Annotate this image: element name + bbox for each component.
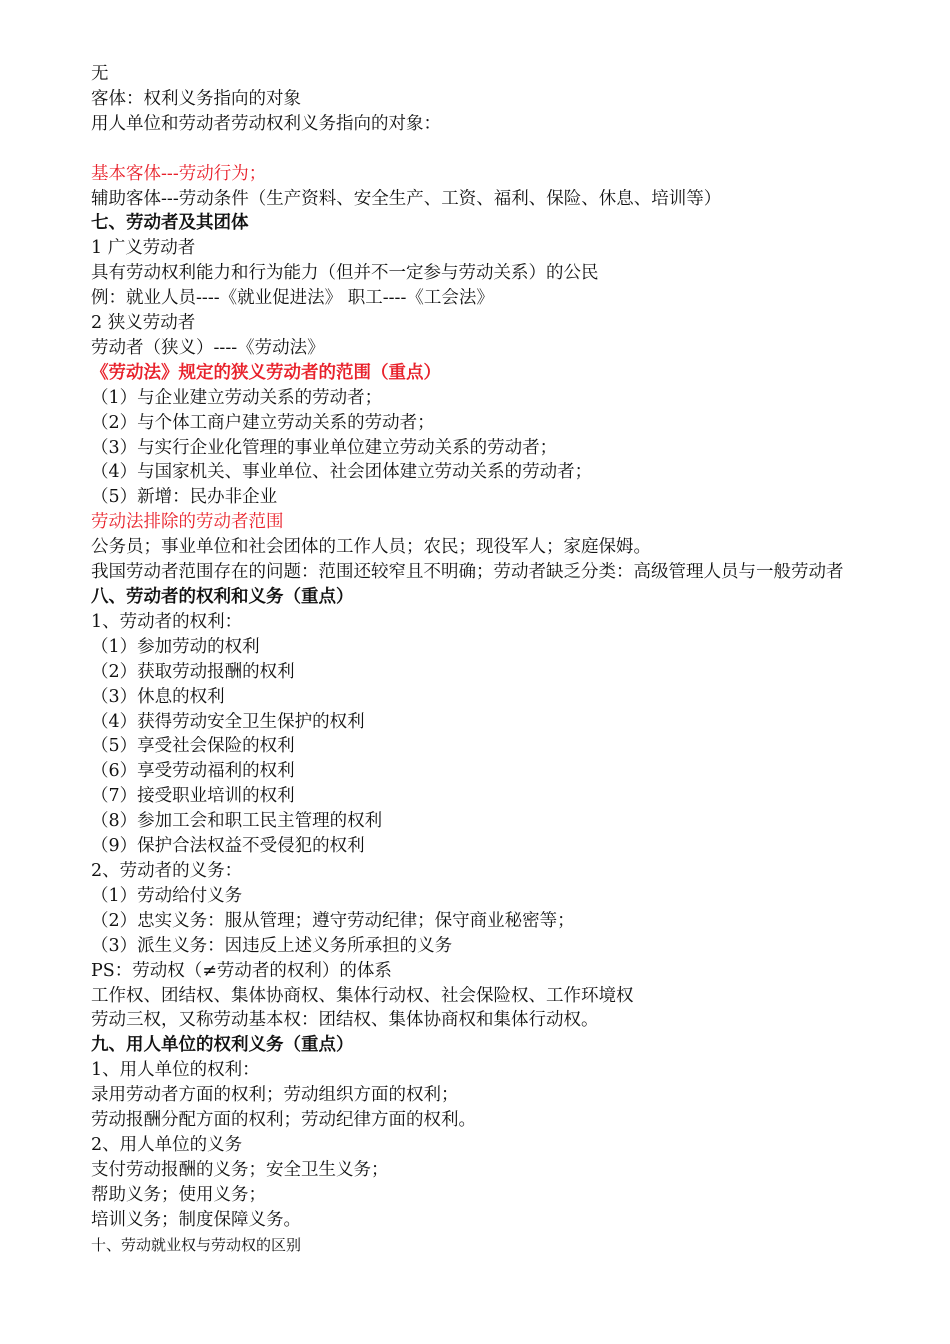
highlighted-line: 劳动法排除的劳动者范围 [91,512,284,533]
text-line: PS：劳动权（≠劳动者的权利）的体系 [91,960,392,981]
text-line: 录用劳动者方面的权利；劳动组织方面的权利； [91,1085,459,1106]
text-line: 十、劳动就业权与劳动权的区别 [91,1235,302,1254]
text-line: 客体：权利义务指向的对象 [91,88,301,109]
section-heading: 七、劳动者及其团体 [91,213,249,234]
text-line: 1、劳动者的权利： [91,611,243,632]
document-page [91,62,891,1257]
text-line: （5）新增：民办非企业 [91,487,278,508]
text-line: （9）保护合法权益不受侵犯的权利 [91,836,365,857]
text-line: 帮助义务；使用义务； [91,1184,266,1205]
section-heading: 《劳动法》规定的狭义劳动者的范围（重点） [91,362,441,383]
text-line: （3）派生义务：因违反上述义务所承担的义务 [91,935,453,956]
blank-line [91,137,891,162]
text-line: 1 广义劳动者 [91,238,196,259]
text-line: 无 [91,64,109,84]
text-line: （7）接受职业培训的权利 [91,786,295,807]
text-line: （1）与企业建立劳动关系的劳动者； [91,387,383,408]
text-line: 例：就业人员----《就业促进法》 职工----《工会法》 [91,288,494,309]
text-line: 2、劳动者的义务： [91,860,243,881]
text-line: 公务员；事业单位和社会团体的工作人员；农民；现役军人；家庭保姆。 [91,537,651,558]
text-line: 2、用人单位的义务 [91,1134,243,1155]
text-line: 劳动者（狭义）----《劳动法》 [91,337,325,358]
text-line: （1）参加劳动的权利 [91,636,260,657]
text-line: 2 狭义劳动者 [91,313,196,334]
text-line: 辅助客体---劳动条件（生产资料、安全生产、工资、福利、保险、休息、培训等） [91,188,722,209]
text-line: （2）忠实义务：服从管理；遵守劳动纪律；保守商业秘密等； [91,910,575,931]
text-line: （4）获得劳动安全卫生保护的权利 [91,711,365,732]
text-line: （5）享受社会保险的权利 [91,736,295,757]
text-line: （3）与实行企业化管理的事业单位建立劳动关系的劳动者； [91,437,558,458]
text-line: （1）劳动给付义务 [91,885,243,906]
text-line: （3）休息的权利 [91,686,225,707]
text-line: 支付劳动报酬的义务；安全卫生义务； [91,1159,389,1180]
section-heading: 九、用人单位的权利义务（重点） [91,1035,354,1056]
text-line: 劳动三权，又称劳动基本权：团结权、集体协商权和集体行动权。 [91,1010,599,1031]
highlighted-line: 基本客体---劳动行为； [91,163,267,184]
text-line: 具有劳动权利能力和行为能力（但并不一定参与劳动关系）的公民 [91,263,599,284]
text-line: 劳动报酬分配方面的权利；劳动纪律方面的权利。 [91,1110,476,1131]
text-line: 工作权、团结权、集体协商权、集体行动权、社会保险权、工作环境权 [91,985,634,1006]
text-line: 用人单位和劳动者劳动权利义务指向的对象： [91,113,441,134]
text-line: 培训义务；制度保障义务。 [91,1209,301,1230]
text-line: （4）与国家机关、事业单位、社会团体建立劳动关系的劳动者； [91,462,593,483]
text-line: （2）与个体工商户建立劳动关系的劳动者； [91,412,435,433]
text-line: 1、用人单位的权利： [91,1060,260,1081]
text-line: 我国劳动者范围存在的问题：范围还较窄且不明确；劳动者缺乏分类：高级管理人员与一般劳动者 [91,562,844,583]
section-heading: 八、劳动者的权利和义务（重点） [91,587,354,608]
text-line: （2）获取劳动报酬的权利 [91,661,295,682]
text-line: （6）享受劳动福利的权利 [91,761,295,782]
text-line: （8）参加工会和职工民主管理的权利 [91,811,383,832]
